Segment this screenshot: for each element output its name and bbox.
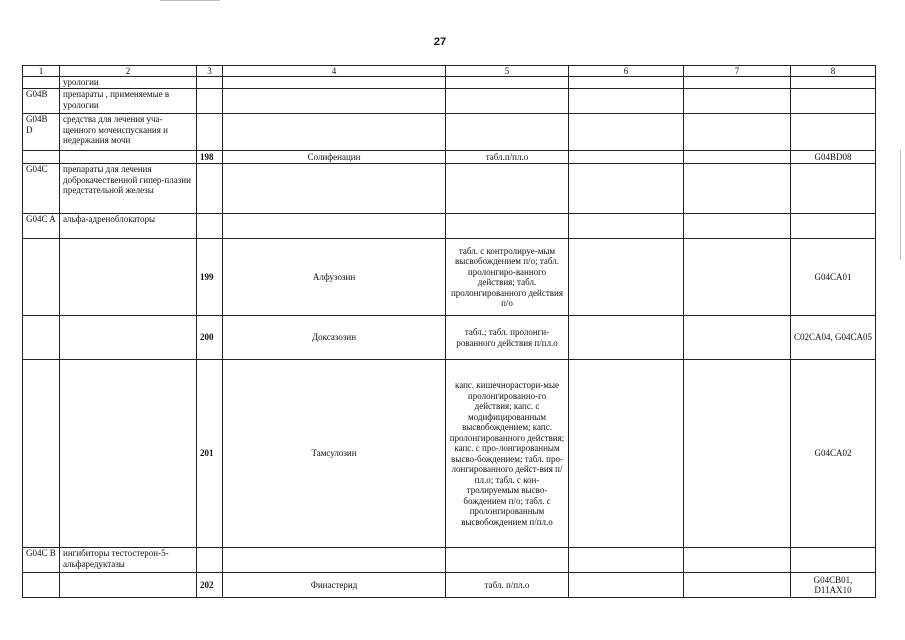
atc-code-cell — [791, 77, 876, 89]
column-6-cell — [569, 164, 684, 214]
name-cell: Доксазозин — [223, 316, 446, 360]
code-cell: G04B D — [23, 114, 60, 151]
column-6-cell — [569, 151, 684, 164]
name-cell — [223, 164, 446, 214]
number-cell: 199 — [197, 239, 223, 316]
column-6-cell — [569, 360, 684, 548]
name-cell — [223, 548, 446, 573]
column-6-cell — [569, 89, 684, 114]
group-cell: препараты , применяемые в урологии — [60, 89, 197, 114]
code-cell — [23, 573, 60, 598]
code-cell — [23, 360, 60, 548]
table-row — [23, 548, 876, 573]
header-cell: 1 — [23, 66, 60, 77]
name-cell — [223, 114, 446, 151]
header-cell: 5 — [446, 66, 569, 77]
table-row — [23, 239, 876, 316]
group-cell: препараты для лечения доброкачественной гипер-плазии предстательной железы — [60, 164, 197, 214]
column-6-cell — [569, 316, 684, 360]
atc-code-cell — [791, 164, 876, 214]
table-row — [23, 316, 876, 360]
scan-artifact-top — [160, 0, 220, 1]
group-cell — [60, 151, 197, 164]
atc-code-cell — [791, 89, 876, 114]
header-cell: 3 — [197, 66, 223, 77]
table-row — [23, 164, 876, 214]
atc-code-cell — [791, 214, 876, 239]
number-cell — [197, 114, 223, 151]
form-cell — [446, 89, 569, 114]
form-cell — [446, 164, 569, 214]
column-6-cell — [569, 548, 684, 573]
code-cell — [23, 77, 60, 89]
header-cell: 8 — [791, 66, 876, 77]
group-cell — [60, 360, 197, 548]
column-6-cell — [569, 77, 684, 89]
column-7-cell — [684, 164, 791, 214]
table-row — [23, 214, 876, 239]
column-7-cell — [684, 239, 791, 316]
number-cell — [197, 548, 223, 573]
number-cell — [197, 214, 223, 239]
column-7-cell — [684, 114, 791, 151]
name-cell: Финастерид — [223, 573, 446, 598]
form-cell: табл. п/пл.о — [446, 573, 569, 598]
name-cell: Солифенацин — [223, 151, 446, 164]
form-cell — [446, 114, 569, 151]
atc-code-cell — [791, 548, 876, 573]
number-cell — [197, 89, 223, 114]
code-cell: G04C — [23, 164, 60, 214]
number-cell: 200 — [197, 316, 223, 360]
atc-code-cell: G04CA02 — [791, 360, 876, 548]
group-cell: урологии — [60, 77, 197, 89]
column-7-cell — [684, 360, 791, 548]
drug-list-table — [22, 65, 876, 598]
column-7-cell — [684, 548, 791, 573]
column-7-cell — [684, 77, 791, 89]
group-cell: ингибиторы тестостерон-5-альфаредуктазы — [60, 548, 197, 573]
group-cell — [60, 239, 197, 316]
name-cell — [223, 77, 446, 89]
header-row — [23, 66, 876, 77]
column-6-cell — [569, 214, 684, 239]
number-cell: 202 — [197, 573, 223, 598]
form-cell — [446, 77, 569, 89]
number-cell — [197, 77, 223, 89]
column-7-cell — [684, 214, 791, 239]
header-cell: 7 — [684, 66, 791, 77]
atc-code-cell: C02CA04, G04CA05 — [791, 316, 876, 360]
name-cell — [223, 89, 446, 114]
code-cell: G04C A — [23, 214, 60, 239]
table-row — [23, 114, 876, 151]
column-6-cell — [569, 114, 684, 151]
table-row — [23, 573, 876, 598]
column-7-cell — [684, 151, 791, 164]
number-cell: 201 — [197, 360, 223, 548]
atc-code-cell: G04CA01 — [791, 239, 876, 316]
code-cell — [23, 151, 60, 164]
number-cell — [197, 164, 223, 214]
form-cell: капс. кишечнорастори-мые пролонгированно-го действия; капс. с модифицированным высвобождением; капс. пролонгированного действия; капс. с про-лонгированным высво-бождением; табл. про-лонгированного дейст-вия п/пл.о; табл. с кон-тролируемым высво-бождением п/о; табл. с пролонгированным высвобождением п/пл.о — [446, 360, 569, 548]
atc-code-cell — [791, 114, 876, 151]
column-6-cell — [569, 573, 684, 598]
column-7-cell — [684, 316, 791, 360]
code-cell — [23, 316, 60, 360]
name-cell: Алфузозин — [223, 239, 446, 316]
name-cell — [223, 214, 446, 239]
form-cell — [446, 214, 569, 239]
code-cell — [23, 239, 60, 316]
number-cell: 198 — [197, 151, 223, 164]
table-row — [23, 151, 876, 164]
table-row — [23, 89, 876, 114]
code-cell: G04B — [23, 89, 60, 114]
group-cell: средства для лечения уча-щенного мочеиспускания и недержания мочи — [60, 114, 197, 151]
column-6-cell — [569, 239, 684, 316]
code-cell: G04C B — [23, 548, 60, 573]
column-7-cell — [684, 89, 791, 114]
group-cell — [60, 573, 197, 598]
form-cell: табл. с контролируе-мым высвобождением п/о; табл. пролонгиро-ванного действия; табл. пролонгированного действия п/о — [446, 239, 569, 316]
table-row — [23, 360, 876, 548]
atc-code-cell: G04BD08 — [791, 151, 876, 164]
form-cell: табл.; табл. пролонги-рованного действия п/пл.о — [446, 316, 569, 360]
atc-code-cell: G04CB01, D11AX10 — [791, 573, 876, 598]
page-number: 27 — [433, 36, 447, 48]
column-7-cell — [684, 573, 791, 598]
scan-artifact-edge — [900, 150, 901, 260]
form-cell: табл.п/пл.о — [446, 151, 569, 164]
group-cell: альфа-адреноблокаторы — [60, 214, 197, 239]
group-cell — [60, 316, 197, 360]
header-cell: 6 — [569, 66, 684, 77]
table-row — [23, 77, 876, 89]
header-cell: 4 — [223, 66, 446, 77]
name-cell: Тамсулозин — [223, 360, 446, 548]
form-cell — [446, 548, 569, 573]
header-cell: 2 — [60, 66, 197, 77]
